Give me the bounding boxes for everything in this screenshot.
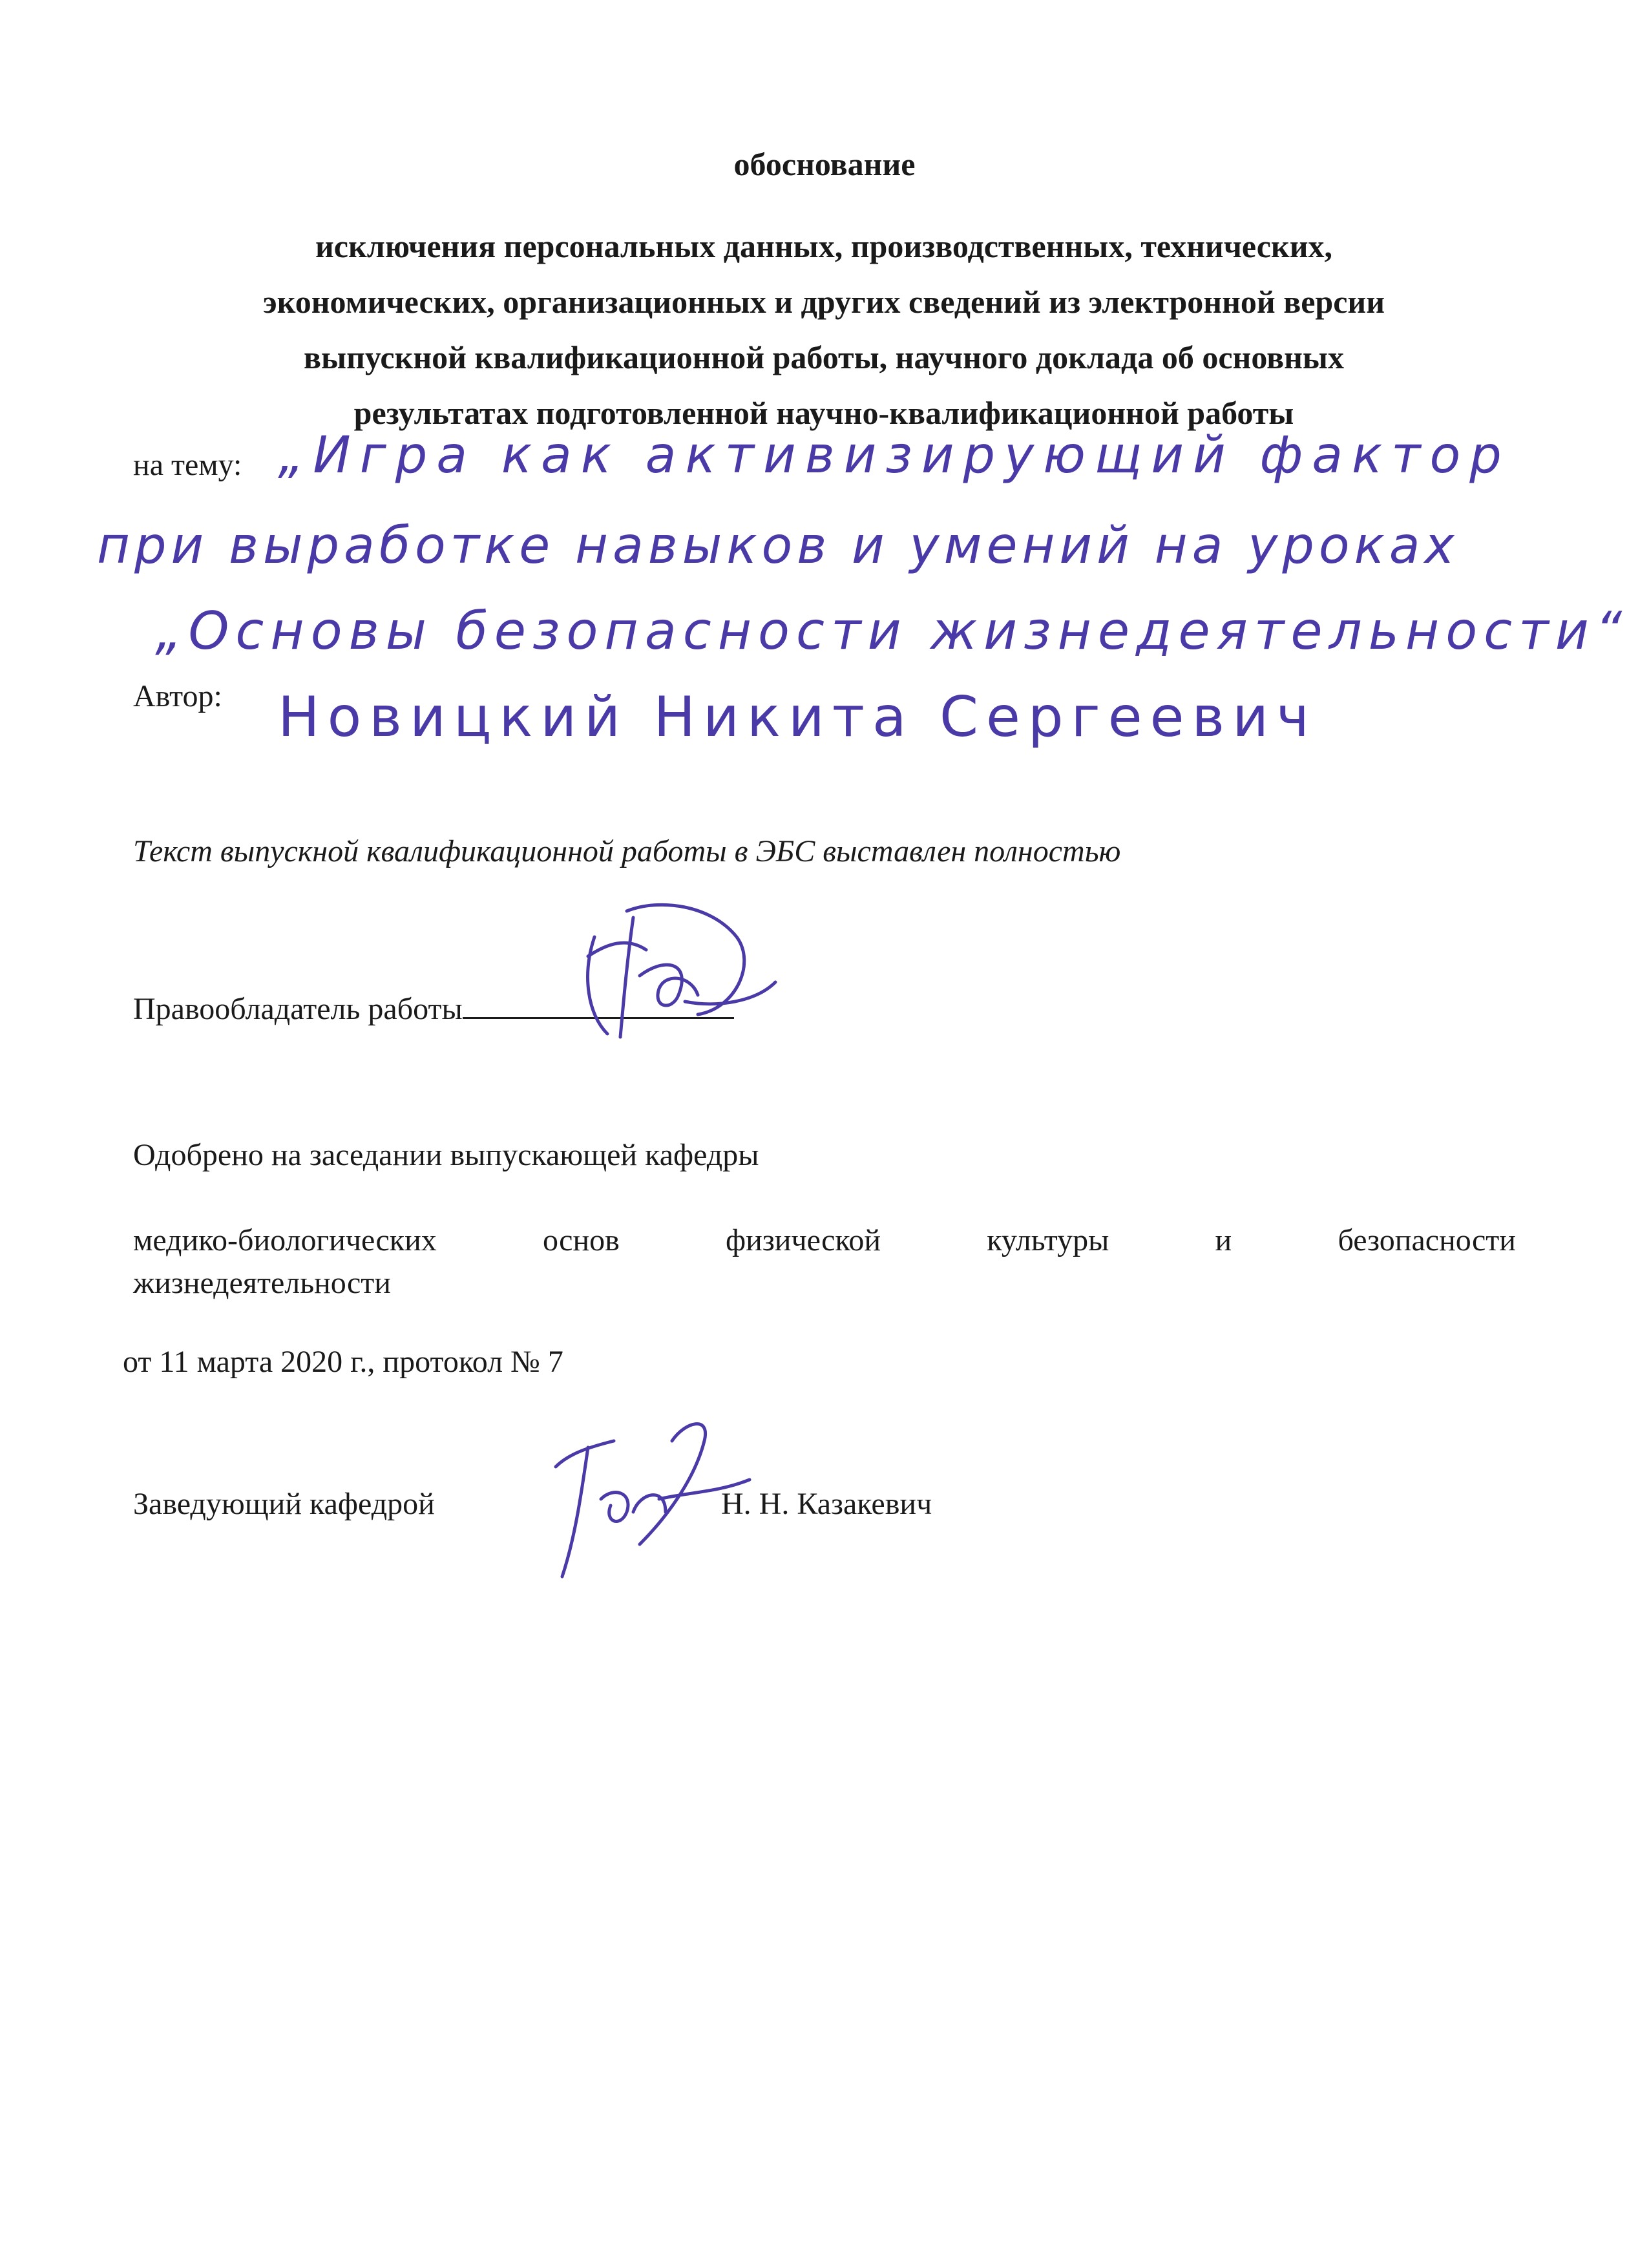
department-line: [133, 1223, 1516, 1259]
department-word: физической: [726, 1223, 881, 1257]
subtitle-line: исключения персональных данных, производственных, технических,: [315, 228, 1333, 264]
author-handwritten: Новицкий Никита Сергеевич: [278, 685, 1317, 750]
subtitle-line: результатах подготовленной научно-квалификационной работы: [353, 395, 1294, 431]
document-subtitle: [129, 218, 1518, 441]
head-label: Заведующий кафедрой: [133, 1487, 435, 1521]
publication-note: Текст выпускной квалификационной работы в ЭБС выставлен полностью: [133, 834, 1121, 868]
signature-icon: [569, 898, 782, 1047]
department-word: и: [1215, 1223, 1232, 1257]
department-line-2: жизнедеятельности: [133, 1266, 391, 1300]
topic-label: на тему:: [133, 448, 242, 482]
department-word: культуры: [987, 1223, 1109, 1257]
approved-label: Одобрено на заседании выпускающей кафедры: [133, 1138, 759, 1172]
author-label: Автор:: [133, 679, 222, 713]
rightholder-label: Правообладатель работы: [133, 992, 463, 1026]
protocol-text: от 11 марта 2020 г., протокол № 7: [123, 1345, 563, 1379]
topic-handwritten-line: „Основы безопасности жизнедеятельности“: [155, 601, 1629, 661]
subtitle-line: выпускной квалификационной работы, научного доклада об основных: [304, 339, 1344, 375]
department-word: безопасности: [1338, 1223, 1516, 1257]
department-word: основ: [542, 1223, 620, 1257]
subtitle-line: экономических, организационных и других сведений из электронной версии: [262, 284, 1385, 320]
head-name: Н. Н. Казакевич: [721, 1487, 932, 1521]
topic-handwritten-line: „Игра как активизирующий фактор: [278, 426, 1511, 485]
department-word: медико-биологических: [133, 1223, 437, 1257]
topic-handwritten-line: при выработке навыков и умений на уроках: [97, 517, 1459, 575]
document-title: обоснование: [733, 146, 916, 182]
